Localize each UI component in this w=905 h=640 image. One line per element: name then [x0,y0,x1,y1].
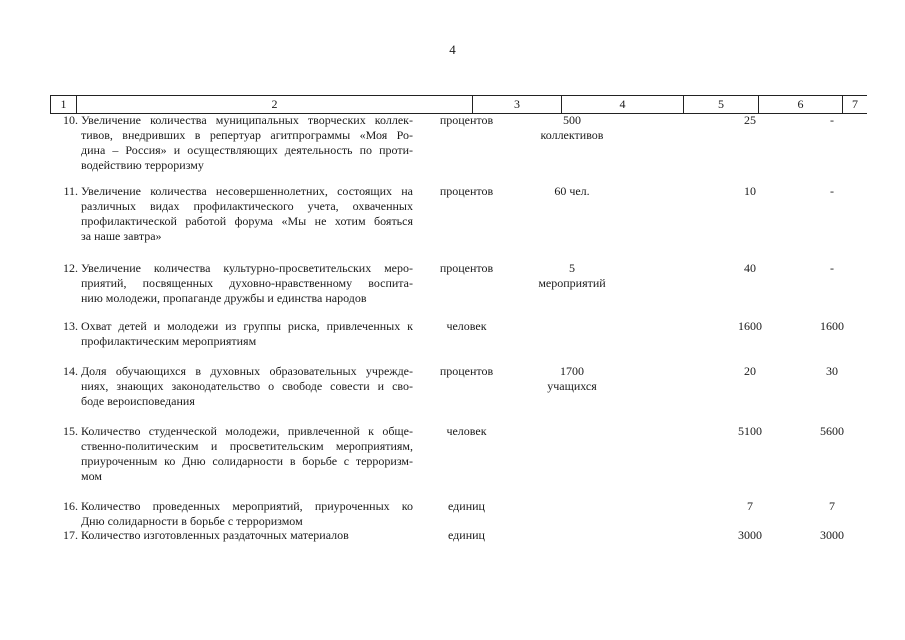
unit-cell: единиц [448,528,485,542]
base-value-line: 5 [569,261,575,275]
col7-value: 1600 [820,319,844,333]
base-value-line: коллективов [540,128,604,142]
header-col-7: 7 [852,97,858,111]
base-value-line: мероприятий [538,276,606,290]
col7-value: 7 [829,499,835,513]
indicator-name-line: профилактической работой форума «Мы не хотим бояться [81,214,413,228]
row-number: 14. [63,364,78,378]
indicator-name-line: приуроченным ко Дню солидарности в борьбе с терроризм- [81,454,413,468]
indicator-name-line: профилактическим мероприятиям [81,334,257,348]
indicator-name [81,261,413,306]
row-number: 10. [63,113,78,127]
col6-value: 5100 [738,424,762,438]
indicator-name-line: Увеличение количества несовершеннолетних, состоящих на [81,184,413,198]
base-value-cell [511,261,633,291]
base-value-cell [511,364,633,394]
header-col-5: 5 [684,96,759,113]
row-number: 17. [63,528,78,542]
indicator-name-line: тивов, внедривших в репертуар агитпрограммы «Моя Ро- [81,128,413,142]
header-col-6: 6 [759,96,843,113]
indicator-name-line: нию молодежи, пропаганде дружбы и единства народов [81,291,367,305]
row-number: 12. [63,261,78,275]
col6-value: 40 [744,261,756,275]
unit-cell: процентов [439,184,494,198]
base-value-line: 1700 [560,364,584,378]
indicator-name [81,184,413,244]
col7-value: - [830,113,834,127]
row-number: 13. [63,319,78,333]
col7-value: - [830,261,834,275]
indicator-name-line: различных видах профилактического учета, охваченных [81,199,413,213]
indicator-name-line: за наше завтра» [81,229,162,243]
unit-cell: человек [446,424,487,438]
indicator-name-line: Количество изготовленных раздаточных материалов [81,528,349,542]
row-number: 15. [63,424,78,438]
indicator-name-line: ниях, знающих законодательство о свободе совести и сво- [81,379,413,393]
page-number: 4 [449,42,456,57]
indicator-name-line: Количество проведенных мероприятий, приуроченных ко [81,499,413,513]
indicator-name-line: приятий, посвященных духовно-нравственному воспита- [81,276,413,290]
col6-value: 10 [744,184,756,198]
indicator-name [81,528,413,543]
base-value-cell [511,184,633,199]
row-number: 11. [63,184,78,198]
col7-value: - [830,184,834,198]
indicator-name-line: боде вероисповедания [81,394,195,408]
col7-value: 30 [826,364,838,378]
unit-cell: процентов [439,113,494,127]
base-value-line: учащихся [547,379,597,393]
row-number: 16. [63,499,78,513]
indicator-name-line: Доля обучающихся в духовных образовательных учрежде- [81,364,413,378]
unit-cell: процентов [439,364,494,378]
header-col-1: 1 [51,96,77,113]
unit-cell: процентов [439,261,494,275]
indicator-name-line: Охват детей и молодежи из группы риска, привлеченных к [81,319,413,333]
indicator-name [81,319,413,349]
header-col-4: 4 [562,96,684,113]
col6-value: 25 [744,113,756,127]
col6-value: 20 [744,364,756,378]
col7-value: 5600 [820,424,844,438]
table-header-row [50,95,867,114]
indicator-name-line: дина – Россия» и осуществляющих деятельность по проти- [81,143,413,157]
base-value-cell [511,113,633,143]
col6-value: 3000 [738,528,762,542]
col6-value: 1600 [738,319,762,333]
indicator-name-line: ственно-политическим и просветительским мероприятиям, [81,439,413,453]
unit-cell: человек [446,319,487,333]
unit-cell: единиц [448,499,485,513]
base-value-line: 500 [563,113,581,127]
indicator-name [81,424,413,484]
indicator-name-line: Количество студенческой молодежи, привлеченной к обще- [81,424,413,438]
indicator-name-line: Увеличение количества культурно-просветительских меро- [81,261,413,275]
col6-value: 7 [747,499,753,513]
header-col-3: 3 [473,96,562,113]
indicator-name-line: Увеличение количества муниципальных творческих коллек- [81,113,413,127]
indicator-name [81,113,413,173]
indicator-name-line: водействию терроризму [81,158,204,172]
header-col-2: 2 [77,96,473,113]
indicator-name-line: Дню солидарности в борьбе с терроризмом [81,514,303,528]
base-value-line: 60 чел. [554,184,590,198]
indicator-name-line: мом [81,469,102,483]
indicator-name [81,499,413,529]
col7-value: 3000 [820,528,844,542]
indicator-name [81,364,413,409]
